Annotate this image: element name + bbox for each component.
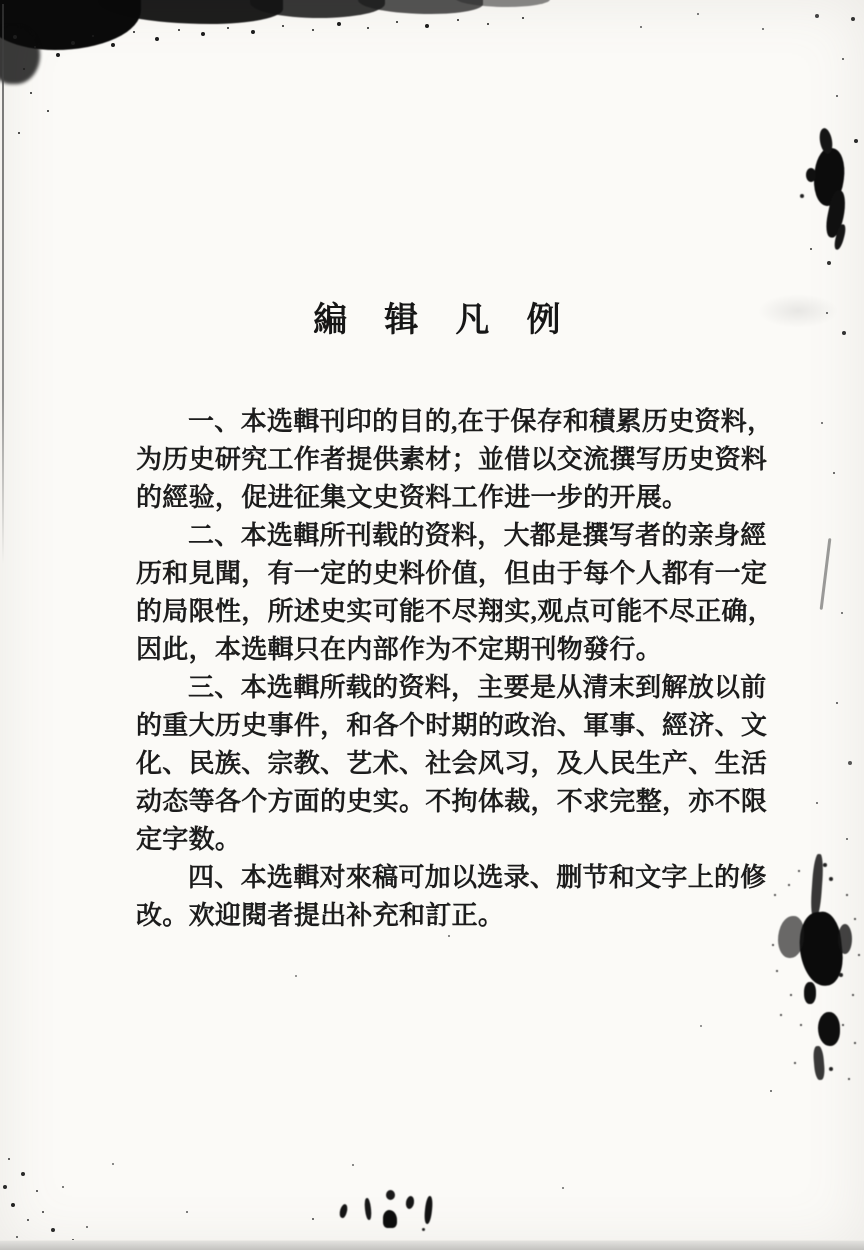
body-line: 一、本选輯刊印的目的,在于保存和積累历史资料，: [188, 407, 774, 436]
body-line: 四、本选輯对來稿可加以选录、删节和文字上的修: [188, 863, 767, 892]
ink-blotch-top-edge: [0, 0, 864, 180]
body-line: 因此，本选輯只在内部作为不定期刊物發行。: [136, 635, 663, 664]
document-body: [136, 403, 775, 935]
ink-mark: [405, 1195, 415, 1209]
ink-blob: [778, 916, 804, 958]
body-line: 的重大历史事件，和各个时期的政治、軍事、經济、文: [136, 711, 768, 740]
ink-mark: [424, 1196, 434, 1225]
scratch-mark: [820, 538, 832, 610]
body-line: 的經验，促进征集文史资料工作进一步的开展。: [136, 483, 689, 512]
ink-mark: [383, 1210, 397, 1228]
illegible-ink-marks-bottom: [336, 1188, 448, 1234]
body-line: 定字数。: [136, 825, 242, 854]
page-edge-strip: [0, 1240, 864, 1250]
page-title: 編 辑 凡 例: [313, 302, 575, 339]
ink-blob: [250, 0, 385, 18]
body-line: 二、本选輯所刊载的资料，大都是撰写者的亲身經: [188, 521, 767, 550]
ink-blob: [796, 910, 846, 988]
ink-blob: [833, 223, 847, 250]
ink-blob: [0, 26, 40, 84]
paragraph-3: [136, 669, 768, 859]
body-line: 改。欢迎閱者提出补充和訂正。: [136, 901, 505, 930]
ink-blotch-right-upper: [798, 124, 858, 256]
ink-blob: [804, 982, 816, 1004]
scan-speckles-top: [0, 0, 2, 2]
ink-blob: [810, 854, 824, 919]
ink-blob: [0, 0, 141, 50]
ink-blob: [818, 1012, 840, 1046]
ink-blob: [810, 146, 848, 208]
body-line: 历和見聞，有一定的史料价值，但由于每个人都有一定: [136, 559, 768, 588]
ink-blob: [838, 924, 852, 954]
ink-blob: [455, 0, 550, 7]
ink-blotch-right-lower: [770, 854, 864, 1086]
paragraph-4: [136, 859, 768, 935]
ink-blob: [98, 0, 283, 24]
ink-mark: [338, 1203, 349, 1218]
body-line: 三、本选輯所载的资料，主要是从清末到解放以前: [188, 673, 767, 702]
ink-blob: [358, 0, 483, 14]
ink-mark: [422, 1228, 425, 1231]
ink-blob: [813, 1046, 826, 1081]
ink-mark: [386, 1190, 395, 1200]
body-line: 的局限性，所述史实可能不尽翔实,观点可能不尽正确，: [136, 597, 775, 626]
paragraph-2: [136, 517, 775, 669]
ink-speckles: [770, 854, 772, 856]
page-fold-line: [2, 4, 4, 564]
scan-speckles-bottom: [0, 0, 2, 2]
body-line: 为历史研究工作者提供素材；並借以交流撰写历史资料: [136, 445, 768, 474]
ink-blob: [806, 168, 816, 182]
body-line: 化、民族、宗教、艺术、社会风习，及人民生产、生活: [136, 749, 768, 778]
scan-speckles-right: [0, 0, 2, 2]
body-line: 动态等各个方面的史实。不拘体裁，不求完整，亦不限: [136, 787, 768, 816]
paragraph-1: [136, 403, 774, 517]
ink-blob: [823, 189, 849, 239]
ink-blob: [818, 127, 834, 155]
ink-mark: [364, 1198, 372, 1221]
ink-blob: [800, 194, 804, 198]
